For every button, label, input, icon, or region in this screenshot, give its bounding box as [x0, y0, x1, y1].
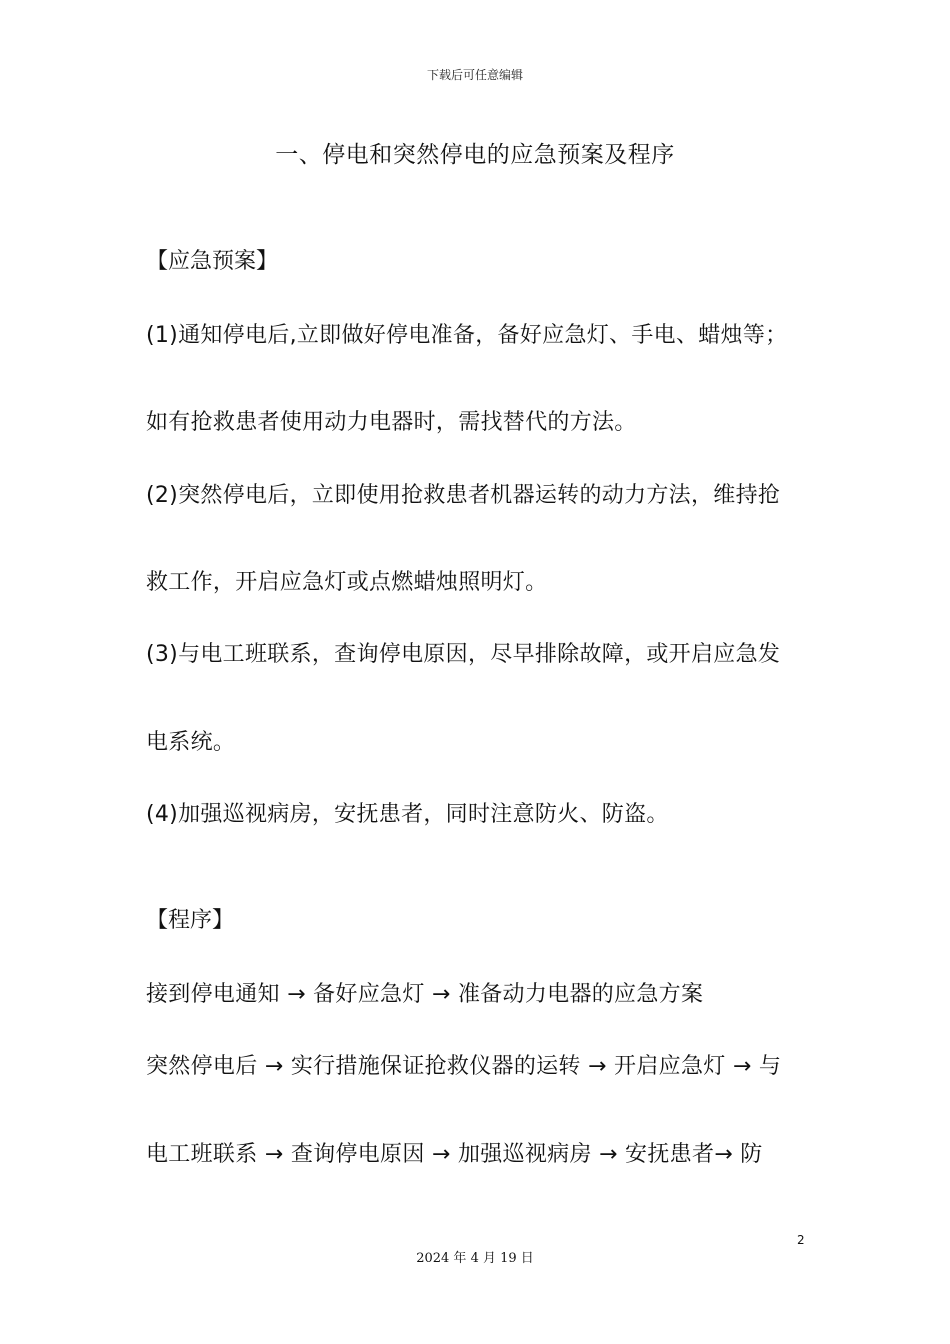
- procedure-line: 突然停电后 → 实行措施保证抢救仪器的运转 → 开启应急灯 → 与: [146, 1054, 782, 1079]
- procedure-line: 电工班联系 → 查询停电原因 → 加强巡视病房 → 安抚患者→ 防: [146, 1142, 763, 1167]
- procedure-line: 接到停电通知 → 备好应急灯 → 准备动力电器的应急方案: [146, 982, 704, 1007]
- page-number: 2: [797, 1233, 805, 1247]
- paragraph-line: (2)突然停电后，立即使用抢救患者机器运转的动力方法，维持抢: [146, 483, 781, 508]
- paragraph-line: (3)与电工班联系，查询停电原因，尽早排除故障，或开启应急发: [146, 642, 781, 667]
- paragraph-line: (4)加强巡视病房，安抚患者，同时注意防火、防盗。: [146, 802, 669, 827]
- section-heading-procedure: 【程序】: [146, 908, 235, 933]
- document-title: 一、停电和突然停电的应急预案及程序: [275, 142, 675, 168]
- footer-date: 2024 年 4 月 19 日: [416, 1251, 534, 1266]
- paragraph-line: 如有抢救患者使用动力电器时，需找替代的方法。: [146, 410, 637, 435]
- paragraph-line: 救工作，开启应急灯或点燃蜡烛照明灯。: [146, 570, 548, 595]
- section-heading-emergency-plan: 【应急预案】: [146, 249, 279, 274]
- paragraph-line: 电系统。: [146, 730, 236, 755]
- header-note: 下载后可任意编辑: [426, 68, 523, 82]
- paragraph-line: (1)通知停电后,立即做好停电准备，备好应急灯、手电、蜡烛等；: [146, 323, 788, 348]
